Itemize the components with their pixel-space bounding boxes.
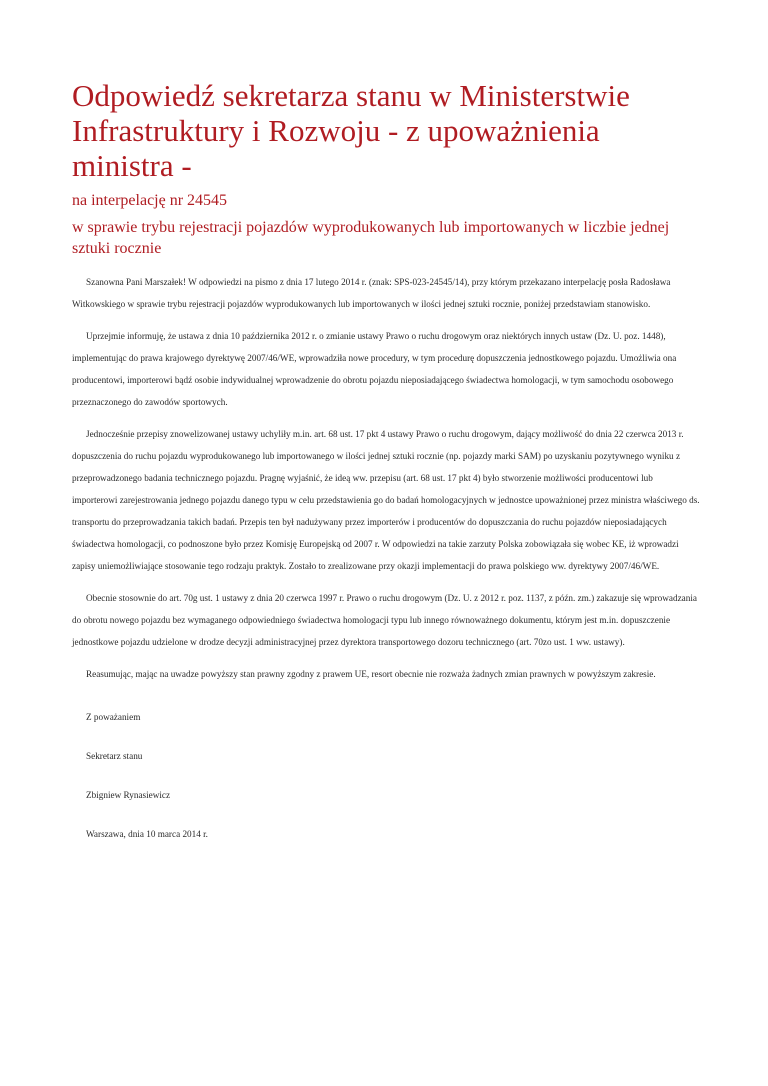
closing-salutation: Z poważaniem bbox=[86, 712, 141, 722]
paragraph-current-law: Obecnie stosownie do art. 70g ust. 1 ustawy z dnia 20 czerwca 1997 r. Prawo o ruchu drogowym (Dz. U. z 2012 r. poz. 1137, z późn. zm.) zakazuje się wprowadzania do obrotu nowego pojazdu bez wymaganego odpowiedniego świadectwa homologacji typu lub innego równoważnego dokumentu, którym jest m.in. dopuszczenie jednostkowe pojazdu udzielone w drodze decyzji administracyjnej przez dyrektora transportowego dozoru technicznego (art. 70zo ust. 1 ww. ustawy). bbox=[72, 593, 697, 647]
signer-name: Zbigniew Rynasiewicz bbox=[86, 790, 171, 800]
paragraph-amendment: Jednocześnie przepisy znowelizowanej ustawy uchyliły m.in. art. 68 ust. 17 pkt 4 ustawy Prawo o ruchu drogowym, dający możliwość do dnia 22 czerwca 2013 r. dopuszczenia do ruchu pojazdu wyprodukowanego lub importowanego w ilości jednej sztuki rocznie (np. pojazdy marki SAM) po uzyskaniu pozytywnego wyniku z przeprowadzonego badania technicznego pojazdu. Pragnę wyjaśnić, że ideą ww. przepisu (art. 68 ust. 17 pkt 4) było stworzenie możliwości producentowi lub importerowi zarejestrowania jednego pojazdu danego typu w celu przedstawienia go do badań homologacyjnych w jednostce upoważnionej przez ministra właściwego ds. transportu do przeprowadzania takich badań. Przepis ten był nadużywany przez importerów i producentów do dopuszczania do ruchu pojazdów nieposiadających świadectwa homologacji, co podnoszone było przez Komisję Europejską od 2007 r. W odpowiedzi na takie zarzuty Polska zobowiązała się wobec KE, iż wprowadzi zapisy uniemożliwiające stosowanie tego rodzaju praktyk. Zostało to zrealizowane przy okazji implementacji do prawa polskiego ww. dyrektywy 2007/46/WE. bbox=[72, 429, 700, 571]
paragraph-summary: Reasumując, mając na uwadze powyższy stan prawny zgodny z prawem UE, resort obecnie nie rozważa żadnych zmian prawnych w powyższym zakresie. bbox=[86, 669, 656, 679]
place-and-date: Warszawa, dnia 10 marca 2014 r. bbox=[86, 829, 208, 839]
topic-subtitle: w sprawie trybu rejestracji pojazdów wyprodukowanych lub importowanych w liczbie jednej sztuki rocznie bbox=[72, 219, 670, 257]
interpellation-subtitle: na interpelację nr 24545 bbox=[72, 192, 228, 209]
signer-position: Sekretarz stanu bbox=[86, 751, 143, 761]
paragraph-information: Uprzejmie informuję, że ustawa z dnia 10 października 2012 r. o zmianie ustawy Prawo o ruchu drogowym oraz niektórych innych ustaw (Dz. U. poz. 1448), implementując do prawa krajowego dyrektywę 2007/46/WE, wprowadziła nowe procedury, w tym procedurę dopuszczenia jednostkowego pojazdu. Umożliwia ona producentowi, importerowi bądź osobie indywidualnej wprowadzenie do obrotu pojazdu nieposiadającego świadectwa homologacji, w tym samochodu osobowego przeznaczonego do zawodów sportowych. bbox=[72, 331, 677, 407]
document-page bbox=[72, 78, 700, 841]
document-title: Odpowiedź sekretarza stanu w Ministerstwie Infrastruktury i Rozwoju - z upoważnienia ministra - bbox=[72, 78, 630, 183]
document-body bbox=[72, 271, 700, 841]
paragraph-greeting: Szanowna Pani Marszałek! W odpowiedzi na pismo z dnia 17 lutego 2014 r. (znak: SPS-023-24545/14), przy którym przekazano interpelację posła Radosława Witkowskiego w sprawie trybu rejestracji pojazdów wyprodukowanych lub importowanych w ilości jednej sztuki rocznie, poniżej przedstawiam stanowisko. bbox=[72, 277, 671, 309]
